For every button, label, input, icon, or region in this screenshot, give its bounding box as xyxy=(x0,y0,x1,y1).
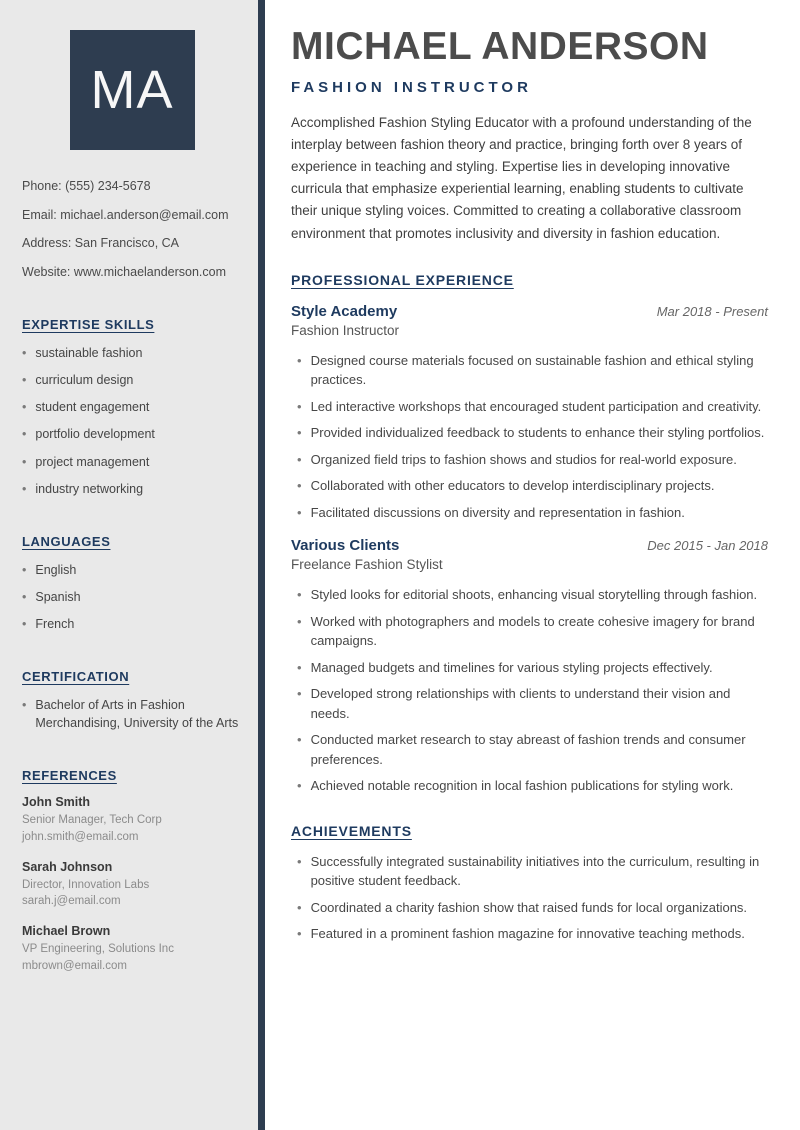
achievement-item xyxy=(297,924,768,944)
bullet-icon: • xyxy=(297,478,302,494)
job-bullet-text: Facilitated discussions on diversity and representation in fashion. xyxy=(310,504,685,520)
name-heading: MICHAEL ANDERSON xyxy=(291,25,709,68)
achievement-item xyxy=(297,898,768,918)
monogram-badge xyxy=(70,30,195,150)
bullet-icon: • xyxy=(297,899,302,915)
company-name: Various Clients xyxy=(291,537,400,555)
reference-entry xyxy=(22,795,242,845)
professional-experience-heading: PROFESSIONAL EXPERIENCE xyxy=(291,271,514,288)
achievements-heading: ACHIEVEMENTS xyxy=(291,822,412,839)
achievement-text: Successfully integrated sustainability initiatives into the curriculum, resulting in positive student feedback. xyxy=(310,853,760,889)
expertise-skills-list xyxy=(22,344,242,498)
job-bullet-list xyxy=(291,585,768,796)
bullet-icon: • xyxy=(297,504,302,520)
bullet-icon: • xyxy=(22,562,27,577)
job-bullet-item xyxy=(297,423,768,443)
bullet-icon: • xyxy=(297,425,302,441)
section-references xyxy=(22,768,242,974)
job-bullet-item xyxy=(297,658,768,678)
bullet-icon: • xyxy=(22,698,27,713)
bullet-icon: • xyxy=(22,589,27,604)
job-bullet-text: Styled looks for editorial shoots, enhancing visual storytelling through fashion. xyxy=(310,587,758,603)
job-bullet-text: Conducted market research to stay abreast of fashion trends and consumer preferences. xyxy=(310,732,746,767)
language-text: Spanish xyxy=(35,589,81,604)
achievement-text: Featured in a prominent fashion magazine for innovative teaching methods. xyxy=(310,926,745,942)
job-bullet-list xyxy=(291,351,768,523)
job-bullet-item xyxy=(297,503,768,523)
job-bullet-item xyxy=(297,476,768,496)
job-title: FASHION INSTRUCTOR xyxy=(291,78,532,96)
achievement-item xyxy=(297,852,768,891)
main-content xyxy=(265,0,800,1130)
skill-text: sustainable fashion xyxy=(35,346,143,360)
reference-email: mbrown@email.com xyxy=(22,959,127,972)
reference-name: John Smith xyxy=(22,795,91,810)
bullet-icon: • xyxy=(297,926,302,942)
section-expertise-skills xyxy=(22,317,242,498)
bullet-icon: • xyxy=(297,398,302,414)
contact-line: Address: San Francisco, CA xyxy=(22,236,180,250)
reference-title: Senior Manager, Tech Corp xyxy=(22,814,162,827)
languages-heading: LANGUAGES xyxy=(22,533,111,549)
job-bullet-text: Worked with photographers and models to create cohesive imagery for brand campaigns. xyxy=(310,613,755,649)
language-text: English xyxy=(35,562,77,577)
job-bullet-item xyxy=(297,397,768,417)
language-item xyxy=(22,588,242,606)
references-heading: REFERENCES xyxy=(22,768,117,784)
job-role: Freelance Fashion Stylist xyxy=(291,557,443,573)
bullet-icon: • xyxy=(297,659,302,675)
job-entry-various-clients xyxy=(291,537,768,796)
bullet-icon: • xyxy=(22,373,27,388)
job-bullet-item xyxy=(297,585,768,605)
skill-text: industry networking xyxy=(35,481,144,496)
achievements-list xyxy=(291,852,768,944)
certification-heading: CERTIFICATION xyxy=(22,669,130,685)
job-bullet-text: Achieved notable recognition in local fashion publications for styling work. xyxy=(310,778,734,794)
skill-item xyxy=(22,344,242,362)
accent-divider xyxy=(258,0,265,1130)
job-bullet-item xyxy=(297,612,768,651)
contact-line: Phone: (555) 234-5678 xyxy=(22,179,151,193)
expertise-skills-heading: EXPERTISE SKILLS xyxy=(22,317,155,332)
bullet-icon: • xyxy=(297,451,302,467)
reference-email: sarah.j@email.com xyxy=(22,895,121,908)
bullet-icon: • xyxy=(22,400,27,415)
bullet-icon: • xyxy=(297,686,302,702)
job-bullet-item xyxy=(297,351,768,390)
job-bullet-item xyxy=(297,730,768,769)
job-bullet-text: Led interactive workshops that encouraged student participation and creativity. xyxy=(310,398,762,414)
summary-paragraph: Accomplished Fashion Styling Educator with a profound understanding of the interplay between fashion theory and practice, bringing forth over 8 years of experience in teaching and styling. Expertise lies in developing innovative curricula that emphasize experiential learning, enabling students to cultivate their unique styling voices. Committed to creating a collaborative classroom environment that promotes inclusivity and diversity in fashion education. xyxy=(291,114,752,241)
skill-text: curriculum design xyxy=(35,373,134,388)
skill-item xyxy=(22,453,242,471)
reference-title: VP Engineering, Solutions Inc xyxy=(22,943,174,956)
job-bullet-text: Developed strong relationships with clients to understand their vision and needs. xyxy=(310,686,731,721)
contact-line: Email: michael.anderson@email.com xyxy=(22,207,229,222)
job-bullet-item xyxy=(297,684,768,723)
contact-line: Website: www.michaelanderson.com xyxy=(22,264,227,279)
bullet-icon: • xyxy=(22,617,27,631)
bullet-icon: • xyxy=(22,481,27,496)
bullet-icon: • xyxy=(297,613,302,629)
company-name: Style Academy xyxy=(291,302,398,320)
job-bullet-text: Collaborated with other educators to develop interdisciplinary projects. xyxy=(310,478,715,494)
skill-text: project management xyxy=(35,454,150,469)
job-header xyxy=(291,303,768,320)
language-text: French xyxy=(35,617,75,631)
job-dates: Mar 2018 - Present xyxy=(656,303,768,319)
skill-item xyxy=(22,398,242,416)
reference-email: john.smith@email.com xyxy=(22,831,139,844)
skill-item xyxy=(22,371,242,389)
certification-text: Bachelor of Arts in Fashion Merchandising, University of the Arts xyxy=(35,698,239,731)
job-bullet-text: Provided individualized feedback to students to enhance their styling portfolios. xyxy=(310,425,765,441)
bullet-icon: • xyxy=(297,732,302,748)
bullet-icon: • xyxy=(22,427,27,442)
reference-entry xyxy=(22,924,242,974)
bullet-icon: • xyxy=(297,853,302,869)
skill-text: student engagement xyxy=(35,400,150,415)
language-item xyxy=(22,615,242,633)
sidebar xyxy=(0,0,258,1130)
bullet-icon: • xyxy=(297,778,302,794)
reference-entry xyxy=(22,860,242,910)
certification-list xyxy=(22,696,242,732)
reference-name: Michael Brown xyxy=(22,924,111,939)
job-bullet-text: Designed course materials focused on sustainable fashion and ethical styling practices. xyxy=(310,352,754,388)
reference-title: Director, Innovation Labs xyxy=(22,878,150,891)
job-bullet-item xyxy=(297,450,768,470)
section-certification xyxy=(22,669,242,732)
references-list xyxy=(22,795,242,974)
monogram-initials: MA xyxy=(90,60,174,120)
bullet-icon: • xyxy=(297,587,302,603)
languages-list xyxy=(22,561,242,633)
job-bullet-text: Managed budgets and timelines for various styling projects effectively. xyxy=(310,659,713,675)
contact-list xyxy=(22,178,242,281)
skill-item xyxy=(22,480,242,498)
section-languages xyxy=(22,534,242,633)
bullet-icon: • xyxy=(22,454,27,469)
achievement-text: Coordinated a charity fashion show that raised funds for local organizations. xyxy=(310,899,748,915)
job-dates: Dec 2015 - Jan 2018 xyxy=(647,538,768,554)
reference-name: Sarah Johnson xyxy=(22,859,113,874)
job-entry-style-academy xyxy=(291,303,768,523)
skill-text: portfolio development xyxy=(35,427,155,442)
job-bullet-item xyxy=(297,776,768,796)
job-header xyxy=(291,537,768,554)
language-item xyxy=(22,561,242,579)
bullet-icon: • xyxy=(297,352,302,368)
job-role: Fashion Instructor xyxy=(291,322,400,338)
skill-item xyxy=(22,425,242,443)
certification-item xyxy=(22,696,242,732)
bullet-icon: • xyxy=(22,346,27,360)
job-bullet-text: Organized field trips to fashion shows and studios for real-world exposure. xyxy=(310,451,737,467)
